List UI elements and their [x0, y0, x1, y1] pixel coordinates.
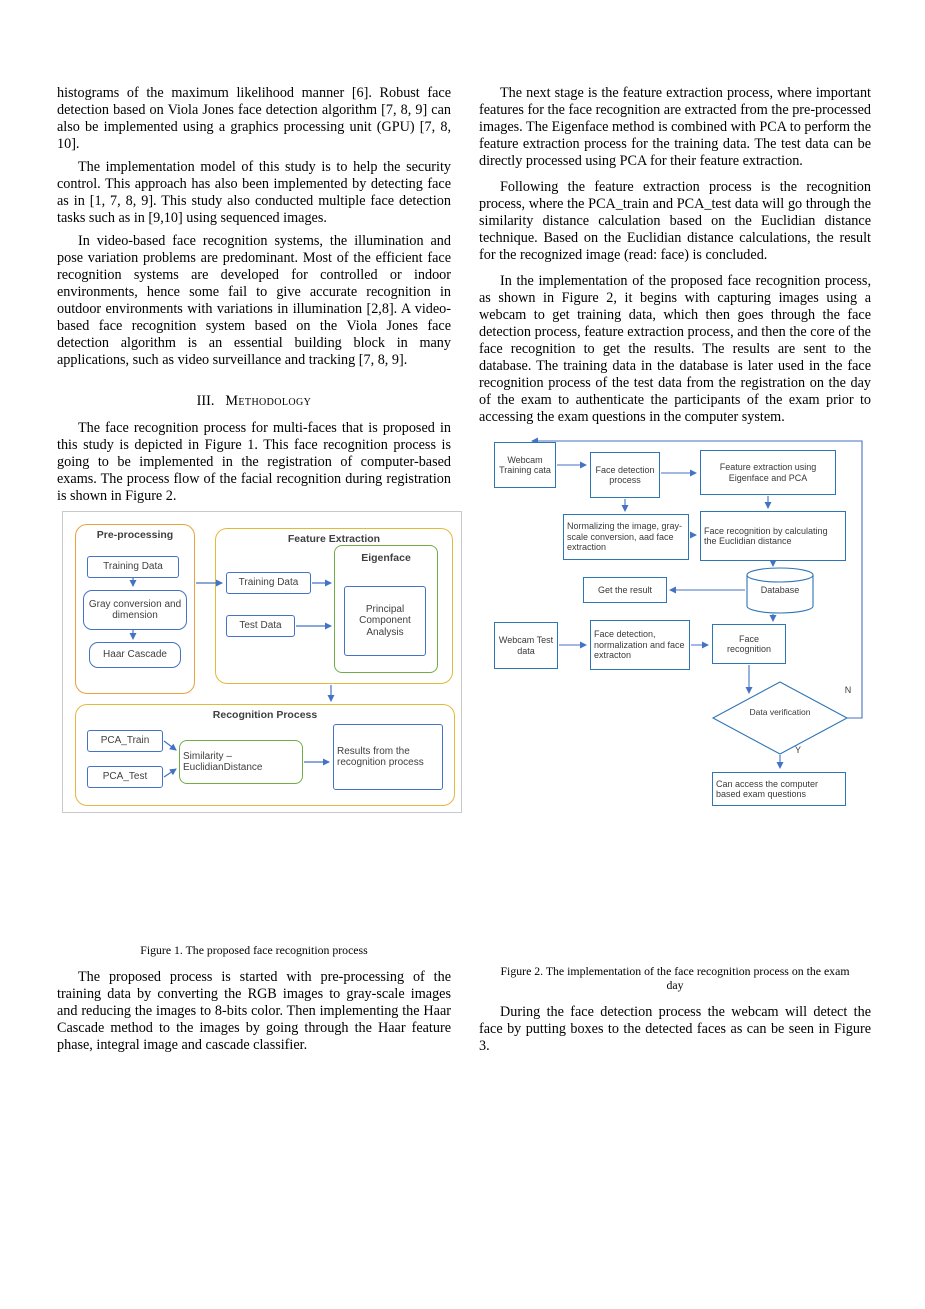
fig2-get-result-box: Get the result	[583, 577, 667, 603]
fig1-test-data-box: Test Data	[226, 615, 295, 637]
paragraph: Following the feature extraction process is the recognition process, where the PCA_train and PCA_test data will go through the similarity distance calculation based on the Euclidian distance technique. Based on the Euclidian distance calculations, the result for the recognized image (read: face) is concluded.	[479, 179, 871, 263]
fig2-data-verification-label: Data verification	[749, 707, 811, 717]
paragraph: The next stage is the feature extraction process, where important features for the face recognition are extracted from the pre-processed images. The Eigenface method is combined with PCA to perform the feature extraction process for the training data. The test data can be directly processed using PCA for their feature extraction.	[479, 85, 871, 169]
fig2-label-n: N	[844, 685, 852, 695]
fig1-fe-training-data-box: Training Data	[226, 572, 311, 594]
fig2-normalizing-box: Normalizing the image, gray-scale conversion, aad face extraction	[563, 514, 689, 560]
fig2-face-detection-box: Face detection process	[590, 452, 660, 498]
paragraph: In the implementation of the proposed face recognition process, as shown in Figure 2, it begins with capturing images using a webcam to get training data, which then goes through the face detection process, feature extraction process, and then the core of the face recognition to get the results. The results are sent to the database. The training data in the database is later used in the face recognition process of the test data from the registration on the day of the exam to authenticate the participants of the exam prior to accessing the exam questions in the computer system.	[479, 273, 871, 425]
eigenface-title: Eigenface	[361, 552, 411, 564]
feature-extraction-title: Feature Extraction	[287, 533, 381, 545]
fig2-face-recognition-box: Face recognition	[712, 624, 786, 664]
data-verification-diamond	[713, 682, 847, 754]
fig2-label-y: Y	[794, 745, 801, 755]
section-heading-methodology	[57, 393, 451, 410]
fig1-haar-cascade-box: Haar Cascade	[89, 642, 181, 668]
paragraph: The implementation model of this study is to help the security control. This approach has also been implemented by detecting face as in [1, 7, 8, 9]. This study also conducted multiple face detection tasks such as in [9,10] using sequenced images.	[57, 159, 451, 226]
figure-2-caption: Figure 2. The implementation of the face recognition process on the exam day	[500, 964, 850, 992]
figure-2-flowchart	[480, 435, 872, 810]
paragraph: In video-based face recognition systems, the illumination and pose variation problems are predominant. Most of the efficient face recognition systems are developed for controlled or indoor environments, hence some fail to give accurate recognition in outdoor environments with variations in illumination [2,8]. A video-based face recognition system based on the Viola Jones face detection algorithm is an essential building block in many applications, such as video surveillance and tracking [7, 8, 9].	[57, 233, 451, 368]
fig1-pca-test-box: PCA_Test	[87, 766, 163, 788]
fig1-pca-train-box: PCA_Train	[87, 730, 163, 752]
left-column	[57, 85, 451, 1060]
fig1-results-box: Results from the recognition process	[333, 724, 443, 790]
fig2-face-recognition-calc-box: Face recognition by calculating the Euclidian distance	[700, 511, 846, 561]
fig2-database-label: Database	[760, 585, 800, 595]
paragraph: The proposed process is started with pre-processing of the training data by converting the RGB images to gray-scale images and reducing the images to 8-bits color. Then implementing the Haar Cascade method to the images by going through the Haar feature phase, integral image and cascade classifier.	[57, 969, 451, 1053]
preprocessing-title: Pre-processing	[96, 529, 174, 541]
figure-1-flowchart	[62, 511, 462, 813]
figure-1-caption: Figure 1. The proposed face recognition process	[140, 943, 368, 957]
fig2-webcam-training-box: Webcam Training cata	[494, 442, 556, 488]
section-title: Methodology	[225, 393, 312, 409]
paragraph: During the face detection process the webcam will detect the face by putting boxes to the detected faces as can be seen in Figure 3.	[479, 1004, 871, 1054]
fig1-pca-box: Principal Component Analysis	[344, 586, 426, 656]
fig2-feature-extraction-box: Feature extraction using Eigenface and PCA	[700, 450, 836, 495]
paragraph: histograms of the maximum likelihood manner [6]. Robust face detection based on Viola Jones face detection algorithm [7, 8, 9] can also be implemented using a graphics processing unit (GPU) [7, 8, 10].	[57, 85, 451, 152]
fig2-webcam-test-box: Webcam Test data	[494, 622, 558, 669]
right-column	[479, 85, 871, 1064]
fig2-can-access-box: Can access the computer based exam questions	[712, 772, 846, 806]
fig1-gray-conversion-box: Gray conversion and dimension	[83, 590, 187, 630]
arrow-pcatest-to-similarity	[164, 769, 176, 777]
fig1-training-data-box: Training Data	[87, 556, 179, 578]
database-cylinder-top	[747, 568, 813, 582]
recognition-title: Recognition Process	[212, 709, 318, 721]
paragraph: The face recognition process for multi-faces that is proposed in this study is depicted in Figure 1. This face recognition process is going to be implemented in the registration of computer-based exams. The process flow of the facial recognition during registration is shown in Figure 2.	[57, 420, 451, 504]
fig1-similarity-box: Similarity – EuclidianDistance	[179, 740, 303, 784]
section-number: III.	[196, 393, 215, 409]
arrow-pcatrain-to-similarity	[164, 741, 176, 750]
fig2-face-detection-normalization-box: Face detection, normalization and face extracton	[590, 620, 690, 670]
